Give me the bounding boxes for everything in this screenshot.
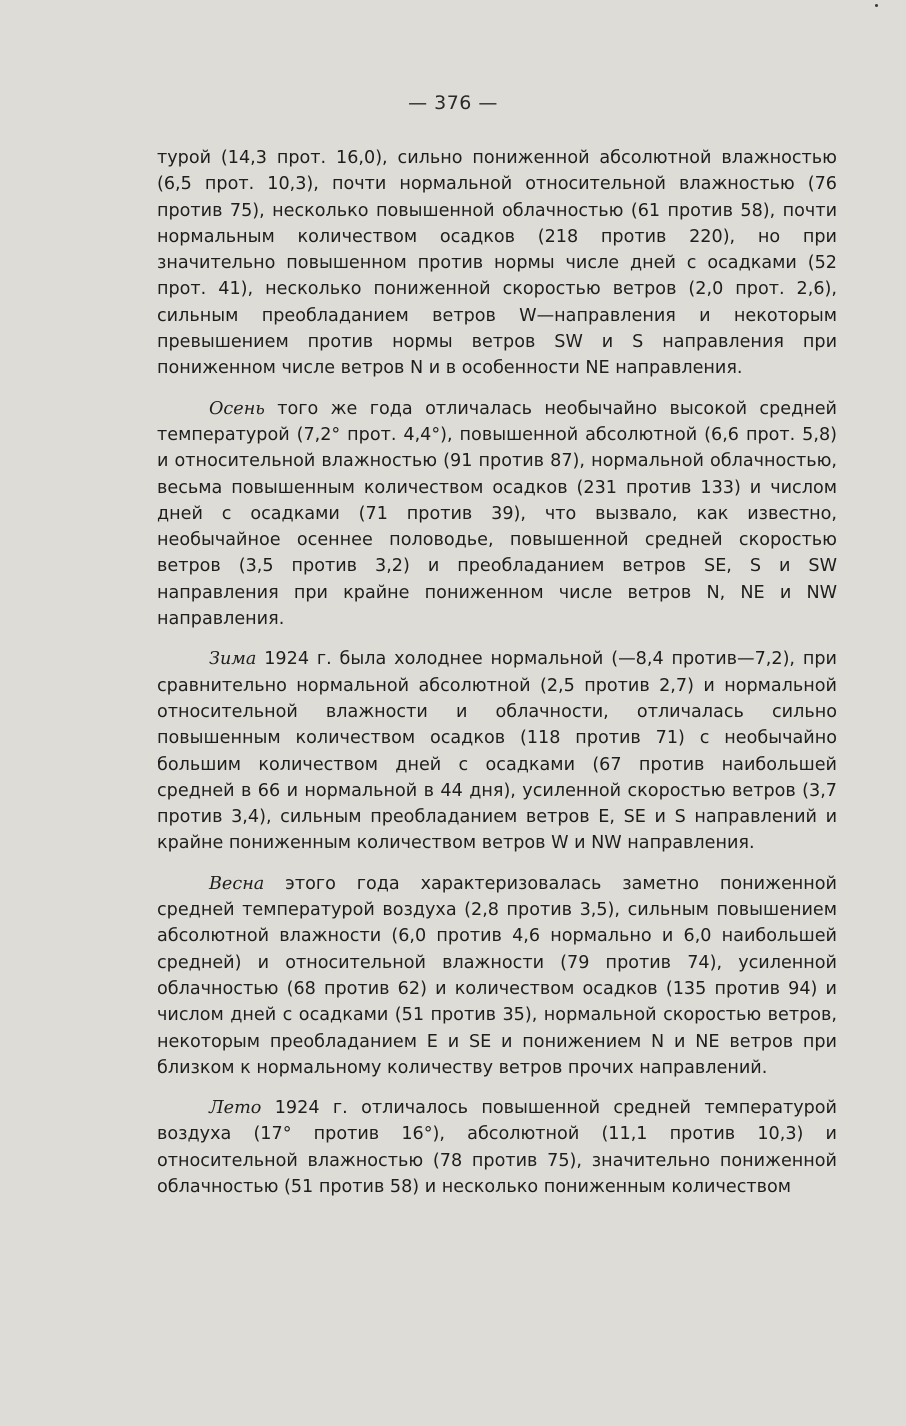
paragraph-text: 1924 г. отличалось повышенной средней температурой воздуха (17° против 16°), абсолютной (11,1 против 10,3) и относительной влажностью (78 против 75), значительно пониженной облачностью (51 против 58) и несколько пониженным количеством — [157, 1098, 837, 1197]
season-heading: Осень — [209, 398, 265, 419]
paragraph-summer — [157, 1095, 837, 1200]
paragraph-text: того же года отличалась необычайно высокой средней температурой (7,2° прот. 4,4°), повышенной абсолютной (6,6 прот. 5,8) и относительной влажностью (91 против 87), нормальной облачностью, весьма повышенным количеством осадков (231 против 133) и числом дней с осадками (71 против 39), что вызвало, как известно, необычайное осеннее половодье, повышенной средней скоростью ветров (3,5 против 3,2) и преобладанием ветров SE, S и SW направления при крайне пониженном числе ветров N, NE и NW направления. — [157, 398, 837, 630]
scan-speck — [875, 4, 878, 7]
season-heading: Лето — [209, 1098, 262, 1119]
season-heading: Зима — [209, 649, 257, 670]
season-heading: Весна — [209, 873, 265, 894]
paragraph-spring — [157, 871, 837, 1081]
paragraph-continuation — [157, 145, 837, 382]
page-number: — 376 — — [408, 92, 498, 114]
paragraph-text: этого года характеризовалась заметно пониженной средней температурой воздуха (2,8 против 3,5), сильным повышением абсолютной влажности (6,0 против 4,6 нормально и 6,0 наибольшей средней) и относительной влажности (79 против 74), усиленной облачностью (68 против 62) и количеством осадков (135 против 94) и числом дней с осадками (51 против 35), нормальной скоростью ветров, некоторым преобладанием E и SE и понижением N и NE ветров при близком к нормальному количеству ветров прочих направлений. — [157, 873, 837, 1078]
document-body — [157, 145, 837, 1214]
paragraph-text: 1924 г. была холоднее нормальной (—8,4 против—7,2), при сравнительно нормальной абсолютной (2,5 против 2,7) и нормальной относительной влажности и облачности, отличалась сильно повышенным количеством осадков (118 против 71) с необычайно большим количеством дней с осадками (67 против наибольшей средней в 66 и нормальной в 44 дня), усиленной скоростью ветров (3,7 против 3,4), сильным преобладанием ветров E, SE и S направлений и крайне пониженным количеством ветров W и NW направления. — [157, 649, 837, 854]
paragraph-autumn — [157, 396, 837, 633]
paragraph-text: турой (14,3 прот. 16,0), сильно пониженной абсолютной влажностью (6,5 прот. 10,3), почти нормальной относительной влажностью (76 против 75), несколько повышенной облачностью (61 против 58), почти нормальным количеством осадков (218 против 220), но при значительно повышенном против нормы числе дней с осадками (52 прот. 41), несколько пониженной скоростью ветров (2,0 прот. 2,6), сильным преобладанием ветров W—направления и некоторым превышением против нормы ветров SW и S направления при пониженном числе ветров N и в особенности NE направления. — [157, 148, 837, 379]
paragraph-winter — [157, 646, 837, 856]
